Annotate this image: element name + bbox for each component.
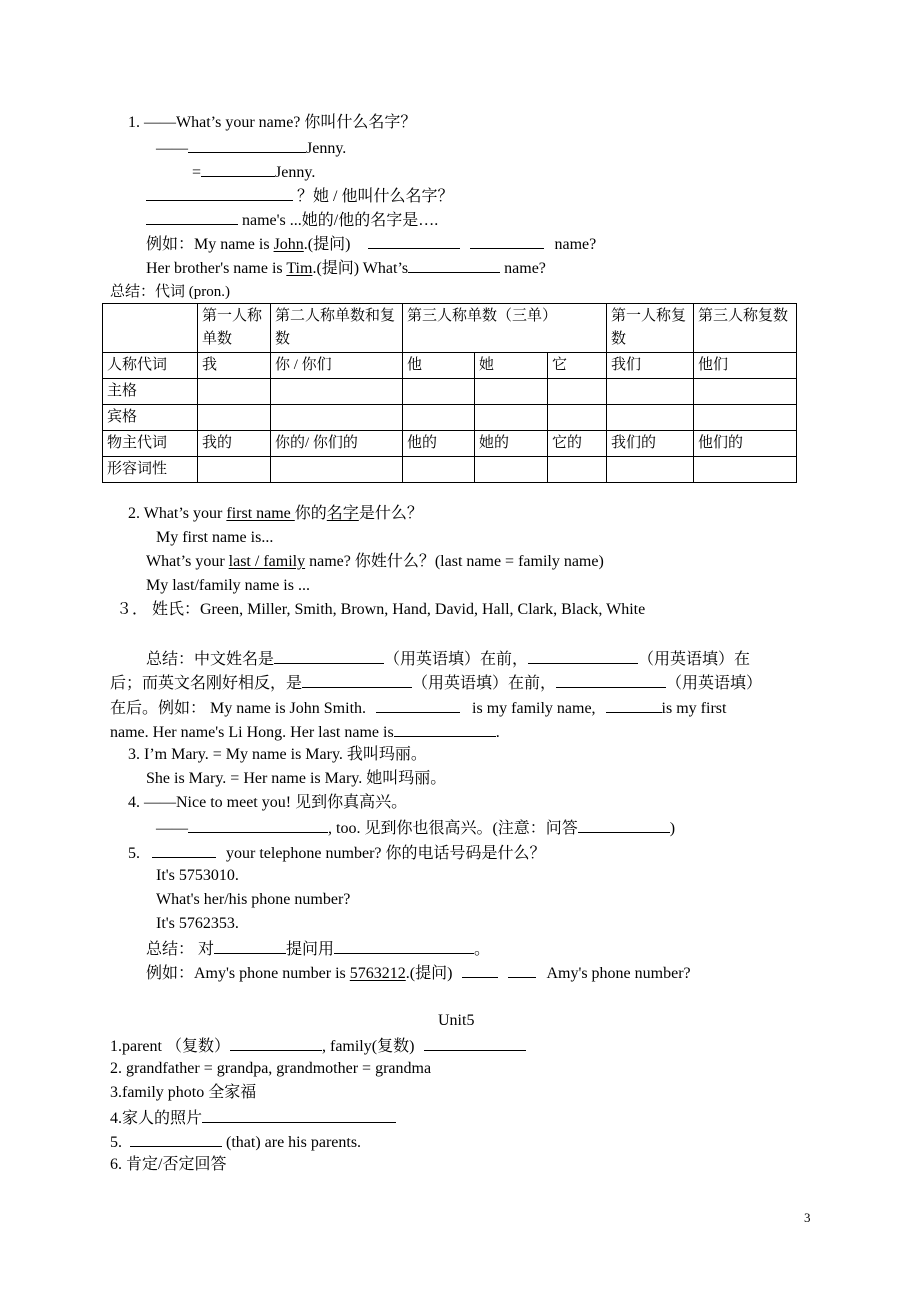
table-cell: 她的 <box>475 431 548 457</box>
q1-example2-line: Her brother's name is Tim.(提问) What’s name? <box>146 257 546 279</box>
table-row <box>103 405 797 431</box>
unit5-item-6: 6. 肯定/否定回答 <box>110 1156 227 1173</box>
table-cell: 它的 <box>548 431 607 457</box>
q1-answer-line: —— Jenny. <box>156 137 346 159</box>
table-cell: 他 <box>403 353 475 379</box>
table-cell[interactable] <box>475 405 548 431</box>
table-header-cell: 第一人称复数 <box>607 304 694 353</box>
table-cell: 宾格 <box>103 405 198 431</box>
table-row <box>103 457 797 483</box>
blank[interactable] <box>202 1107 396 1123</box>
q4-line: 4. ——Nice to meet you! 见到你真高兴。 <box>128 794 408 811</box>
q1-equals-line: = Jenny. <box>192 161 315 183</box>
blank[interactable] <box>408 257 500 273</box>
blank[interactable] <box>146 209 238 225</box>
unit5-item-2: 2. grandfather = grandpa, grandmother = grandma <box>110 1060 432 1077</box>
blank[interactable] <box>274 648 384 664</box>
table-header-cell <box>103 304 198 353</box>
blank[interactable] <box>424 1035 526 1051</box>
blank[interactable] <box>214 938 286 954</box>
q1-her-his-line: ？她 / 他叫什么名字？ <box>146 185 453 207</box>
table-cell[interactable] <box>607 457 694 483</box>
table-cell[interactable] <box>694 457 797 483</box>
summary-paragraph-line2: 后；而英文名刚好相反，是 （用英语填）在前， （用英语填） <box>110 672 762 694</box>
q2-family-answer-line: My last/family name is ... <box>146 577 310 594</box>
blank[interactable] <box>556 672 666 688</box>
q2-family-line: What’s your last / family name? 你姓什么？(last name = family name) <box>146 553 604 570</box>
table-cell: 我的 <box>198 431 271 457</box>
table-cell[interactable] <box>548 405 607 431</box>
table-cell: 人称代词 <box>103 353 198 379</box>
table-cell: 你 / 你们 <box>271 353 403 379</box>
blank[interactable] <box>528 648 638 664</box>
table-cell[interactable] <box>548 457 607 483</box>
pronoun-summary: 总结：代词 (pron.) <box>110 284 230 300</box>
pronoun-table <box>102 303 797 483</box>
q1-names-line: name's ...她的/他的名字是…. <box>146 209 438 231</box>
table-header-cell: 第二人称单数和复数 <box>271 304 403 353</box>
table-cell: 她 <box>475 353 548 379</box>
table-cell[interactable] <box>694 405 797 431</box>
summary-paragraph-line3: 在后。例如： My name is John Smith. is my family name, is my first <box>110 697 726 719</box>
table-cell: 主格 <box>103 379 198 405</box>
blank[interactable] <box>302 672 412 688</box>
table-cell[interactable] <box>198 379 271 405</box>
q5-summary-line: 总结： 对 提问用 。 <box>146 938 490 960</box>
summary-paragraph-line4: name. Her name's Li Hong. Her last name is . <box>110 721 500 743</box>
blank[interactable] <box>152 842 216 858</box>
q3-she-line: She is Mary. = Her name is Mary. 她叫玛丽。 <box>146 770 447 787</box>
blank[interactable] <box>230 1035 322 1051</box>
q1-example-line: 例如：My name is John.(提问) name? <box>146 233 596 255</box>
unit5-item-5: 5. (that) are his parents. <box>110 1131 361 1153</box>
table-cell[interactable] <box>475 379 548 405</box>
table-header-cell: 第三人称复数 <box>694 304 797 353</box>
surnames-line: ３． 姓氏：Green, Miller, Smith, Brown, Hand, David, Hall, Clark, Black, White <box>116 601 646 618</box>
table-cell[interactable] <box>271 379 403 405</box>
table-cell: 他们的 <box>694 431 797 457</box>
table-cell[interactable] <box>403 457 475 483</box>
table-cell: 我们 <box>607 353 694 379</box>
q4-answer-line: —— , too. 见到你也很高兴。(注意：问答 ) <box>156 817 675 839</box>
unit5-item-3: 3.family photo 全家福 <box>110 1084 257 1101</box>
table-cell: 他们 <box>694 353 797 379</box>
table-cell[interactable] <box>475 457 548 483</box>
table-cell[interactable] <box>271 405 403 431</box>
table-cell: 你的/ 你们的 <box>271 431 403 457</box>
unit5-item-4: 4.家人的照片 <box>110 1107 396 1129</box>
table-cell[interactable] <box>403 379 475 405</box>
table-cell[interactable] <box>271 457 403 483</box>
q5-line: 5. your telephone number? 你的电话号码是什么？ <box>128 842 546 864</box>
table-cell: 他的 <box>403 431 475 457</box>
q5-answer2-line: It's 5762353. <box>156 915 239 932</box>
table-row <box>103 379 797 405</box>
table-cell[interactable] <box>548 379 607 405</box>
unit5-title: Unit5 <box>438 1012 475 1029</box>
q2-answer-line: My first name is... <box>156 529 274 546</box>
table-header-cell: 第一人称单数 <box>198 304 271 353</box>
summary-paragraph-line1: 总结：中文姓名是 （用英语填）在前， （用英语填）在 <box>146 648 750 670</box>
blank[interactable] <box>606 697 662 713</box>
table-row <box>103 431 797 457</box>
blank[interactable] <box>130 1131 222 1147</box>
q3-line: 3. I’m Mary. = My name is Mary. 我叫玛丽。 <box>128 746 427 763</box>
blank[interactable] <box>146 185 293 201</box>
blank[interactable] <box>508 962 536 978</box>
q1-line: 1. ——What’s your name? 你叫什么名字？ <box>128 114 417 131</box>
table-cell: 它 <box>548 353 607 379</box>
blank[interactable] <box>462 962 498 978</box>
table-cell: 形容词性 <box>103 457 198 483</box>
table-cell[interactable] <box>198 457 271 483</box>
blank[interactable] <box>201 161 275 177</box>
table-cell[interactable] <box>403 405 475 431</box>
table-cell[interactable] <box>694 379 797 405</box>
q5-answer-line: It's 5753010. <box>156 867 239 884</box>
table-cell: 我 <box>198 353 271 379</box>
blank[interactable] <box>188 137 306 153</box>
table-header-cell: 第三人称单数（三单） <box>403 304 607 353</box>
table-cell[interactable] <box>607 379 694 405</box>
table-cell: 物主代词 <box>103 431 198 457</box>
page-number: 3 <box>804 1210 811 1225</box>
table-header-row <box>103 304 797 353</box>
table-cell[interactable] <box>198 405 271 431</box>
table-cell: 我们的 <box>607 431 694 457</box>
q2-line: 2. What’s your first name 你的名字是什么？ <box>128 505 423 522</box>
table-cell[interactable] <box>607 405 694 431</box>
blank[interactable] <box>188 817 328 833</box>
table-row <box>103 353 797 379</box>
q5-example-line: 例如：Amy's phone number is 5763212.(提问) Amy's phone number? <box>146 962 691 984</box>
blank[interactable] <box>578 817 670 833</box>
blank[interactable] <box>334 938 474 954</box>
blank[interactable] <box>470 233 544 249</box>
blank[interactable] <box>394 721 496 737</box>
blank[interactable] <box>368 233 460 249</box>
blank[interactable] <box>376 697 460 713</box>
unit5-item-1: 1.parent （复数） , family(复数) <box>110 1035 526 1057</box>
q5-her-his-line: What's her/his phone number? <box>156 891 351 908</box>
